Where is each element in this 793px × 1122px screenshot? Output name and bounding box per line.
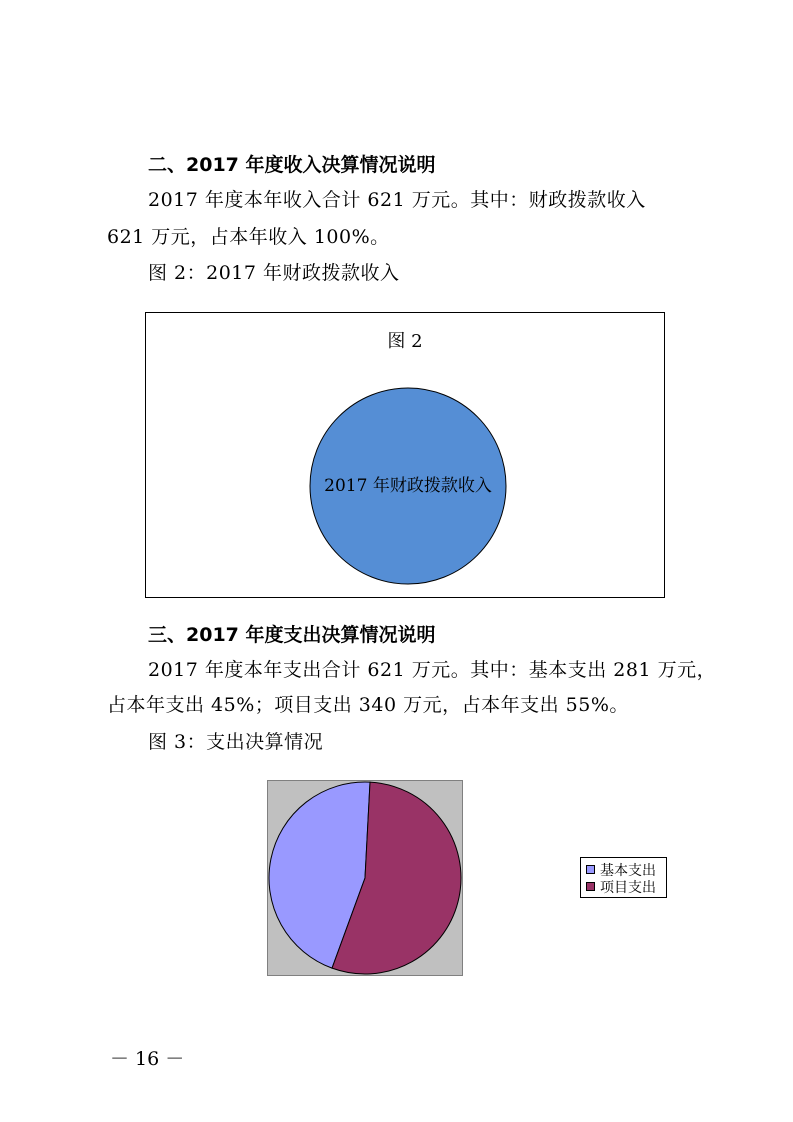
section2-paragraph-line2: 621 万元，占本年收入 100%。 xyxy=(107,226,390,248)
legend-label-project: 项目支出 xyxy=(600,879,656,896)
figure3-caption: 图 3：支出决算情况 xyxy=(148,731,324,753)
figure2-caption: 图 2：2017 年财政拨款收入 xyxy=(148,262,400,284)
section2-paragraph-line1: 2017 年度本年收入合计 621 万元。其中：财政拨款收入 xyxy=(148,189,646,211)
chart2-data-label: 2017 年财政拨款收入 xyxy=(324,476,492,496)
section3-paragraph-line2: 占本年支出 45%；项目支出 340 万元，占本年支出 55%。 xyxy=(107,694,629,716)
figure3-chart xyxy=(267,780,463,976)
legend-item-project xyxy=(586,878,666,895)
figure2-pie-svg xyxy=(146,313,663,596)
legend-swatch-basic xyxy=(586,865,595,874)
legend-item-basic xyxy=(586,861,666,878)
page-number: － 16 － xyxy=(110,1048,185,1070)
section2-heading: 二、2017 年度收入决算情况说明 xyxy=(148,154,436,176)
figure2-chart xyxy=(145,312,665,598)
section3-paragraph-line1: 2017 年度本年支出合计 621 万元。其中：基本支出 281 万元， xyxy=(148,659,717,681)
legend-label-basic: 基本支出 xyxy=(600,862,656,879)
chart2-title: 图 2 xyxy=(387,331,423,352)
legend-swatch-project xyxy=(586,882,595,891)
chart3-legend xyxy=(580,857,667,898)
figure3-pie-svg xyxy=(268,781,462,975)
section3-heading: 三、2017 年度支出决算情况说明 xyxy=(148,624,436,646)
